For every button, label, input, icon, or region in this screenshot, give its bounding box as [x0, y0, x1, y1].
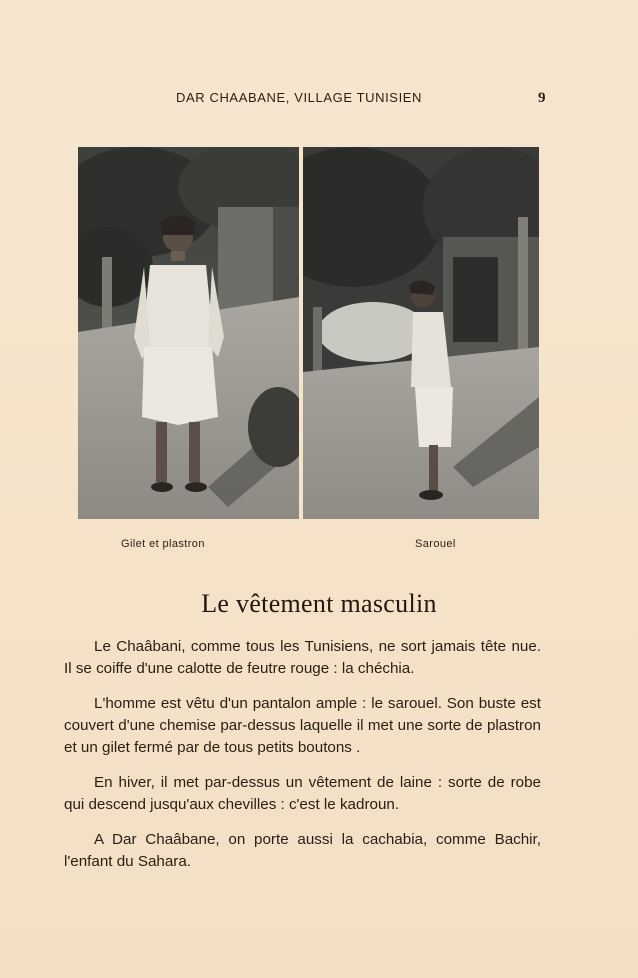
- body-text: [64, 636, 541, 886]
- running-title: DAR CHAABANE, VILLAGE TUNISIEN: [176, 90, 423, 105]
- paragraph: A Dar Chaâbane, on porte aussi la cachabia, comme Bachir, l'enfant du Sahara.: [64, 831, 541, 870]
- boy-profile-photo: [303, 147, 539, 519]
- caption-gilet-plastron: Gilet et plastron: [121, 538, 205, 550]
- page-number: 9: [538, 90, 547, 106]
- paragraph: Le Chaâbani, comme tous les Tunisiens, ne sort jamais tête nue. Il se coiffe d'une calotte de feutre rouge : la chéchia.: [64, 638, 541, 677]
- boy-front-photo: [78, 147, 299, 519]
- paragraph: En hiver, il met par-dessus un vêtement de laine : sorte de robe qui descend jusqu'aux chevilles : c'est le kadroun.: [64, 774, 541, 813]
- photo-gilet-plastron: [78, 147, 299, 519]
- photo-sarouel: [303, 147, 539, 519]
- section-title: Le vêtement masculin: [201, 589, 437, 618]
- paragraph: L'homme est vêtu d'un pantalon ample : le sarouel. Son buste est couvert d'une chemise par-dessus laquelle il met une sorte de plastron et un gilet fermé par de tous petits boutons .: [64, 695, 541, 756]
- caption-sarouel: Sarouel: [415, 538, 456, 550]
